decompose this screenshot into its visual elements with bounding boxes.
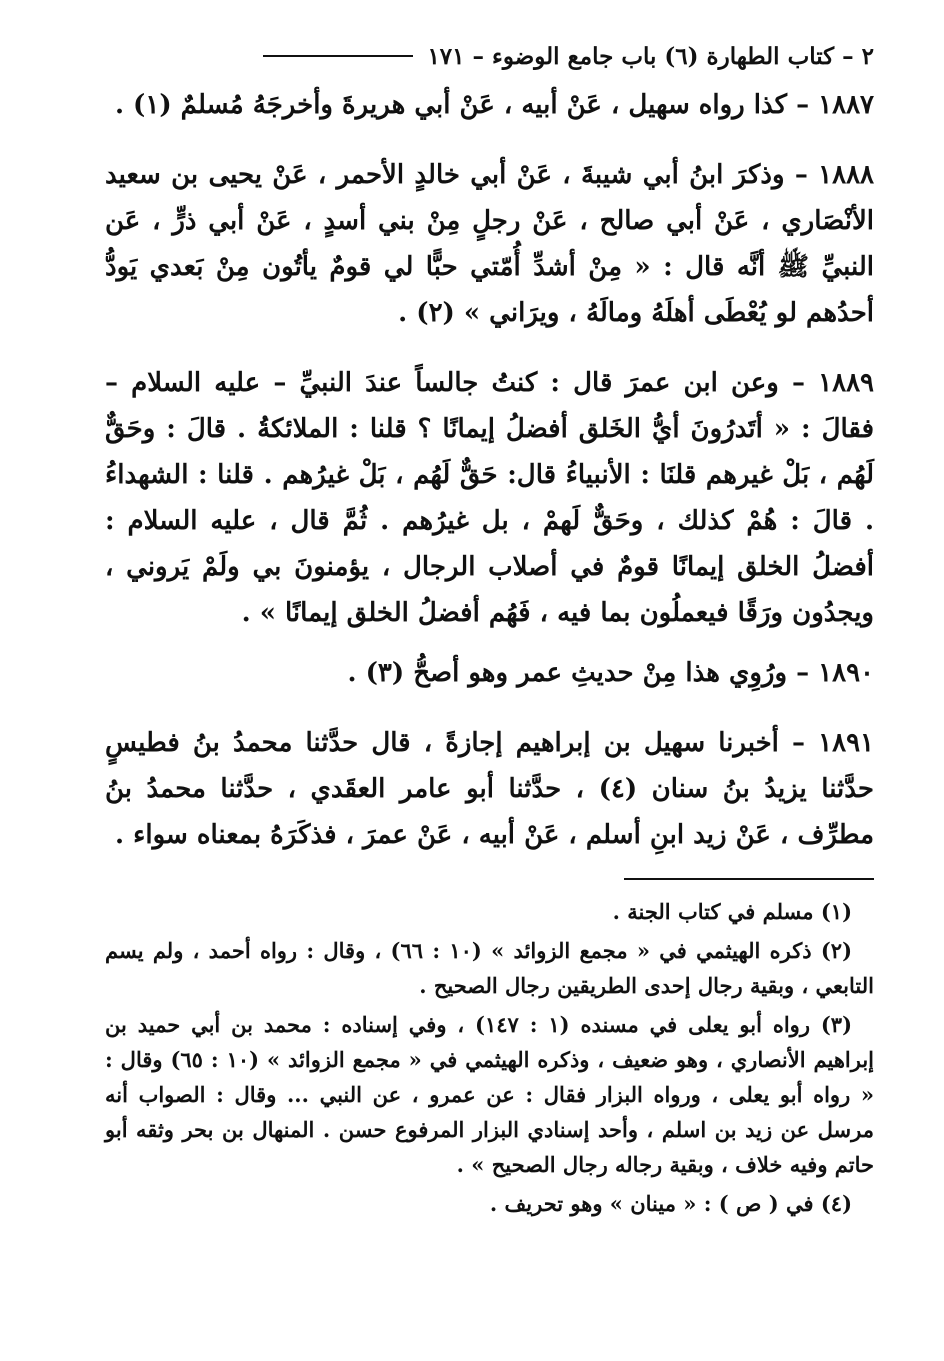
hadith-1891: ١٨٩١ – أخبرنا سهيل بن إبراهيم إجازةً ، قال حدَّثنا محمدُ بنُ فطيسٍ حدَّثنا يزيدُ بنُ سنان (٤) ، حدَّثنا أبو عامر العقَدي ، حدَّثنا محمدُ بنُ مطرِّف ، عَنْ زيد ابنِ أسلم ، عَنْ أبيه ، عَنْ عمرَ ، فذكَرَهُ بمعناه سواء . <box>105 728 875 850</box>
hadith-1888: ١٨٨٨ – وذكرَ ابنُ أبي شيبةَ ، عَنْ أبي خالدٍ الأحمر ، عَنْ يحيى بن سعيد الأنْصَاري ، عَنْ أبي صالح ، عَنْ رجلٍ مِنْ بني أسدٍ ، عَنْ أبي ذرٍّ ، عَن النبيِّ ﷺ أنَّه قال : « مِنْ أشدِّ أُمّتي حبًّا لي قومٌ يأتُون مِنْ بَعدي يَودُّ أحدُهم لو يُعْطَى أهلَهُ ومالَهُ ، ويرَاني » (٢) . <box>105 160 874 328</box>
running-title: ٢ – كتاب الطهارة (٦) باب جامع الوضوء – ١٧١ <box>427 42 874 70</box>
footnote-4: (٤) في ( ص ) : « مينان » وهو تحريف . <box>489 1191 852 1216</box>
footnote-1: (١) مسلم في كتاب الجنة . <box>612 899 852 924</box>
footnote-2: (٢) ذكره الهيثمي في « مجمع الزوائد » (١٠ : ٦٦) ، وقال : رواه أحمد ، ولم يسم التابعي ، وبقية رجال إحدى الطريقين رجال الصحيح . <box>105 938 874 998</box>
footnote-3: (٣) رواه أبو يعلى في مسنده (١ : ١٤٧) ، وفي إسناده : محمد بن أبي حميد بن إبراهيم الأنصاري ، وهو ضعيف ، وذكره الهيثمي في « مجمع الزوائد » (١٠ : ٦٥) وقال : « رواه أبو يعلى ، ورواه البزار فقال : عن عمرو ، عن النبي ... وقال : الصواب أنه مرسل عن زيد بن اسلم ، وأحد إسنادي البزار المرفوع حسن . المنهال بن بحر وثقه أبو حاتم وفيه خلاف ، وبقية رجاله رجال الصحيح » . <box>105 1012 874 1177</box>
footnote-separator <box>624 878 874 880</box>
hadith-1889: ١٨٨٩ – وعن ابن عمرَ قال : كنتُ جالساً عندَ النبيِّ – عليه السلام – فقالَ : « أتَدرُونَ أيُّ الخَلق أفضلُ إيمانًا ؟ قلنا : الملائكةُ . قالَ : وحَقٌّ لَهُم ، بَلْ غيرهم قلنَا : الأنبياءُ قال: حَقٌّ لَهُم ، بَلْ غيرُهم . قلنا : الشهداءُ . قالَ : هُمْ كذلك ، وحَقٌّ لَهمْ ، بل غيرُهم . ثُمَّ قال ، عليه السلام : أفضلُ الخلق إيمانًا قومٌ في أصلاب الرجال ، يؤمنونَ بي ولَمْ يَروني ، ويجدُون ورَقًا فيعملُون بما فيه ، فَهُم أفضلُ الخلق إيمانًا » . <box>105 368 874 628</box>
hadith-1887: ١٨٨٧ – كذا رواه سهيل ، عَنْ أبيه ، عَنْ أبي هريرةَ وأخرجَهُ مُسلمٌ (١) . <box>114 90 874 120</box>
running-header <box>105 36 874 76</box>
header-rule <box>263 55 413 57</box>
footnotes <box>105 894 874 1221</box>
main-text <box>105 82 874 858</box>
hadith-1890: ١٨٩٠ – ورُوِي هذا مِنْ حديثِ عمر وهو أصحُّ (٣) . <box>347 658 874 688</box>
